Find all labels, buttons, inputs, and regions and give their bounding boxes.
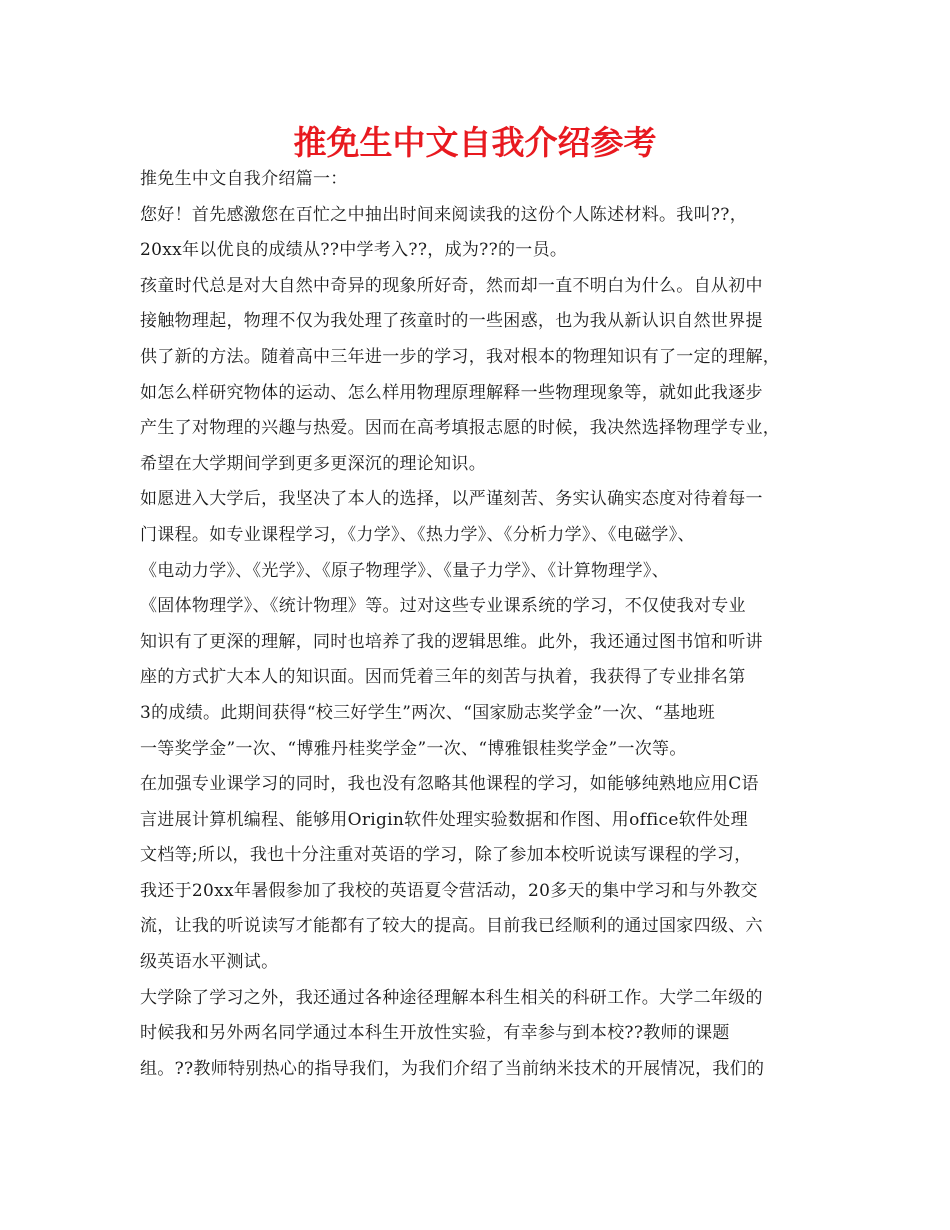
text-line: 一等奖学金”一次、“博雅丹桂奖学金”一次、“博雅银桂奖学金”一次等。 [140,738,687,759]
text-line: 产生了对物理的兴趣与热爱。因而在高考填报志愿的时候，我决然选择物理学专业， [140,418,781,439]
text-line: 我还于20xx年暑假参加了我校的英语夏令营活动，20多天的集中学习和与外教交 [140,880,758,901]
text-line: 3的成绩。此期间获得“校三好学生”两次、“国家励志奖学金”一次、“基地班 [140,702,716,723]
text-line: 希望在大学期间学到更多更深沉的理论知识。 [140,453,486,474]
text-line: 《固体物理学》、《统计物理》等。过对这些专业课系统的学习，不仅使我对专业 [140,596,746,617]
text-line: 您好！首先感激您在百忙之中抽出时间来阅读我的这份个人陈述材料。我叫??， [140,204,748,225]
text-line: 孩童时代总是对大自然中奇异的现象所好奇，然而却一直不明白为什么。自从初中 [140,275,763,296]
text-line: 言进展计算机编程、能够用Origin软件处理实验数据和作图、用office软件处理 [140,809,748,830]
text-line: 门课程。如专业课程学习，《力学》、《热力学》、《分析力学》、《电磁学》、 [140,524,695,545]
text-line: 时候我和另外两名同学通过本科生开放性实验，有幸参与到本校??教师的课题 [140,1023,730,1044]
text-line: 如愿进入大学后，我坚决了本人的选择，以严谨刻苦、务实认确实态度对待着每一 [140,489,763,510]
text-line: 文档等;所以，我也十分注重对英语的学习，除了参加本校听说读写课程的学习， [140,845,752,866]
text-line: 供了新的方法。随着高中三年进一步的学习，我对根本的物理知识有了一定的理解， [140,346,781,367]
text-line: 大学除了学习之外，我还通过各种途径理解本科生相关的科研工作。大学二年级的 [140,987,763,1008]
document-body [140,162,830,1087]
text-line: 推免生中文自我介绍篇一： [140,169,348,189]
text-line: 接触物理起，物理不仅为我处理了孩童时的一些困惑，也为我从新认识自然世界提 [140,311,763,332]
text-line: 知识有了更深的理解，同时也培养了我的逻辑思维。此外，我还通过图书馆和听讲 [140,631,763,652]
text-line: 在加强专业课学习的同时，我也没有忽略其他课程的学习，如能够纯熟地应用C语 [140,774,759,795]
text-line: 20xx年以优良的成绩从??中学考入??，成为??的一员。 [140,240,568,261]
text-line: 组。??教师特别热心的指导我们，为我们介绍了当前纳米技术的开展情况，我们的 [140,1058,765,1079]
text-line: 流，让我的听说读写才能都有了较大的提高。目前我已经顺利的通过国家四级、六 [140,916,763,937]
document-title: 推免生中文自我介绍参考 [293,123,657,162]
text-line: 如怎么样研究物体的运动、怎么样用物理原理解释一些物理现象等，就如此我逐步 [140,382,763,403]
text-line: 《电动力学》、《光学》、《原子物理学》、《量子力学》、《计算物理学》、 [140,560,669,581]
text-line: 座的方式扩大本人的知识面。因而凭着三年的刻苦与执着，我获得了专业排名第 [140,667,746,688]
text-line: 级英语水平测试。 [140,952,279,973]
